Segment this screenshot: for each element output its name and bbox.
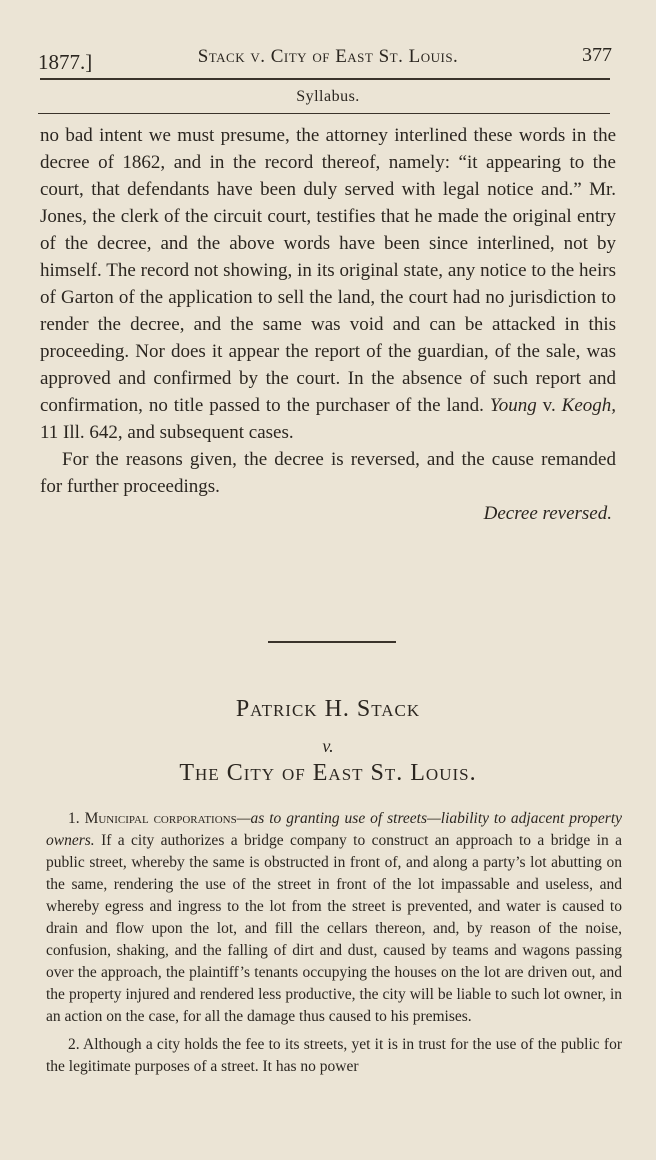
opinion-paragraph [40,122,616,446]
opinion-paragraph-text: no bad intent we must presume, the attorney interlined these words in the decree of 1862, and in the record thereof, namely: “it appearing to the court, that defendants have been duly served with legal notice and.” Mr. Jones, the clerk of the circuit court, testifies that he made the original entry of the decree, and the above words have been since interlined, not by himself. The record not showing, in its original state, any notice to the heirs of Garton of the application to sell the land, the court had no jurisdiction to render the decree, and the same was void and can be attacked in this proceeding. Nor does it appear the report of the guardian, of the sale, was approved and confirmed by the court. In the absence of such report and confirmation, no title passed to the purchaser of the land. [40,125,616,416]
syllabus-text: Although a city holds the fee to its streets, yet it is in trust for the use of the public for the legitimate purposes of a street. It has no power [46,1036,622,1075]
running-head [0,42,656,76]
case-name-young: Young [489,395,537,416]
citation: 11 Ill. 642, and subsequent cases. [40,422,294,443]
syllabus [46,808,622,1084]
header-rule [40,78,610,80]
versus-abbrev: v. [542,395,556,416]
case-versus: v. [322,736,334,756]
case-defendant: The City of East St. Louis. [179,760,477,786]
syllabus-number: 2. [68,1036,80,1053]
section-rule [38,113,610,114]
syllabus-point-1 [46,808,622,1028]
case-divider [268,641,396,643]
running-head-title: Stack v. City of East St. Louis. [197,46,459,67]
page-number: 377 [582,44,612,66]
running-head-year: 1877.] [38,50,93,74]
section-label: Syllabus. [296,88,360,105]
disposition-paragraph: For the reasons given, the decree is reversed, and the cause remanded for further proceedings. [40,449,616,497]
case-name-keogh: Keogh, [561,395,617,416]
opinion-text [40,122,616,527]
decree-reversed: Decree reversed. [483,503,612,524]
syllabus-number: 1. [68,810,80,827]
syllabus-headnote: Municipal corporations [84,810,237,827]
syllabus-text: If a city authorizes a bridge company to construct an approach to a bridge in a public street, whereby the same is obstructed in front of, and along a party’s lot abutting on the same, rendering the use of the street in front of the lot impassable and useless, and whereby egress and ingress to the lot from the street is prevented, and water is caused to drain and flow upon the lot, and fill the cellars thereon, and, by reason of the noise, confusion, shaking, and the falling of dirt and dust, caused by teams and wagons passing over the approach, the plaintiff’s tenants occupying the houses on the lot are driven out, and the property injured and rendered less productive, the city will be liable to such lot owner, in an action on the case, for all the damage thus caused to his premises. [46,832,622,1025]
syllabus-point-2 [46,1034,622,1078]
syllabus-headnote-topic: —as to granting use of streets—liability to adjacent property owners. [46,810,623,849]
case-plaintiff: Patrick H. Stack [235,696,421,722]
